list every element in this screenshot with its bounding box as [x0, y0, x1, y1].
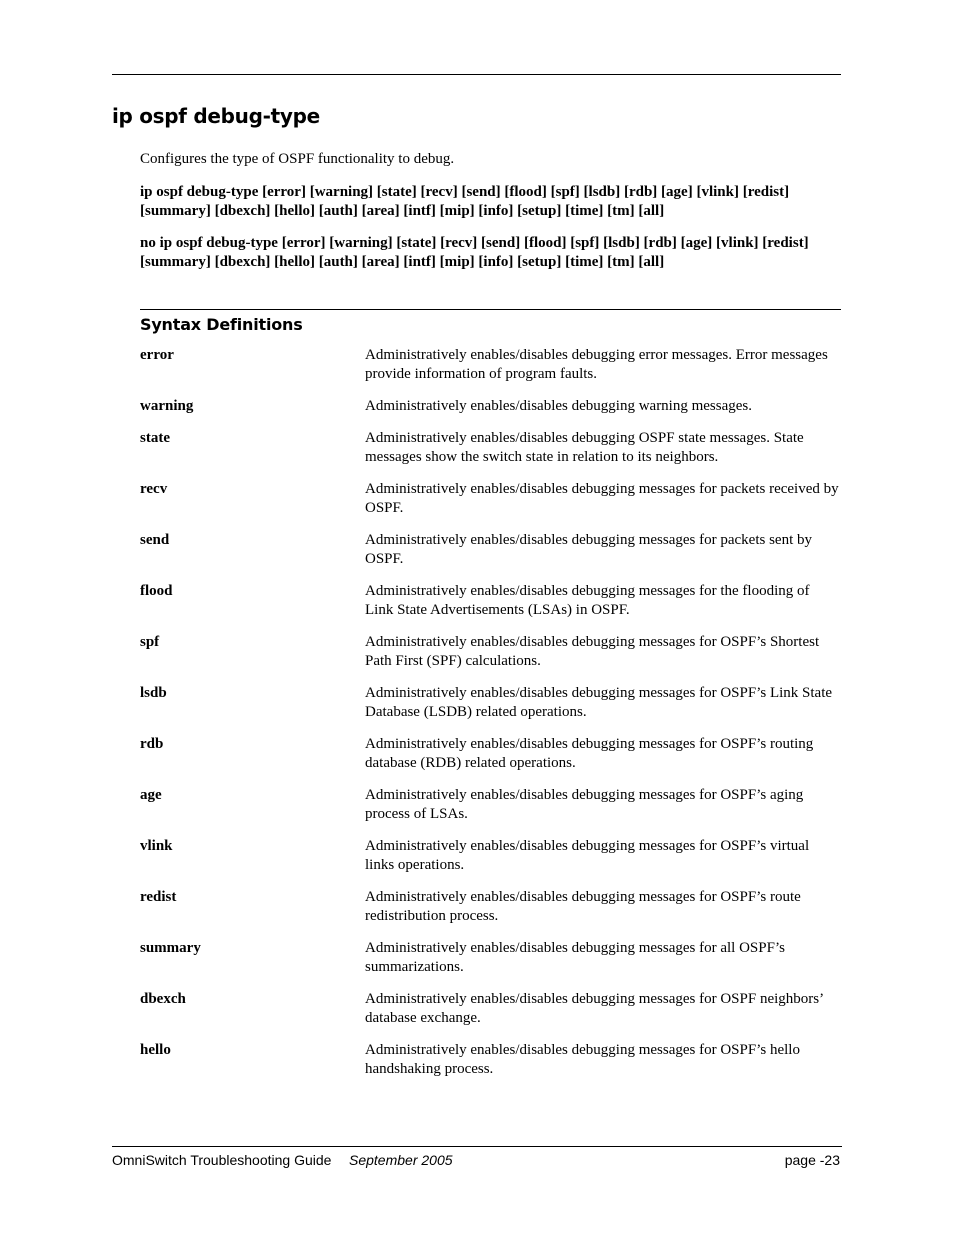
definition-row [140, 990, 840, 1028]
definition-row [140, 837, 840, 875]
definition-text: Administratively enables/disables debugging warning messages. [365, 398, 753, 414]
definition-term: lsdb [140, 685, 167, 701]
definition-row [140, 888, 840, 926]
definition-text: Administratively enables/disables debugging messages for the flooding of Link State Advertisements (LSAs) in OSPF. [365, 583, 810, 618]
footer-date: September 2005 [349, 1152, 453, 1168]
syntax-definitions-heading: Syntax Definitions [140, 315, 303, 334]
definition-text: Administratively enables/disables debugging messages for OSPF’s Shortest Path First (SPF) calculations. [365, 634, 820, 669]
command-syntax: ip ospf debug-type [error] [warning] [state] [recv] [send] [flood] [spf] [lsdb] [rdb] [age] [vlink] [redist] [summary] [dbexch] [hello] [auth] [area] [intf] [mip] [info] [setup] [time] [tm] [all] [140, 184, 790, 219]
definition-text: Administratively enables/disables debugging OSPF state messages. State messages show the switch state in relation to its neighbors. [365, 430, 804, 465]
definition-text: Administratively enables/disables debugging messages for OSPF’s route redistribution process. [365, 889, 801, 924]
definition-row [140, 531, 840, 569]
definition-text: Administratively enables/disables debugging messages for all OSPF’s summarizations. [365, 940, 785, 975]
definition-term: send [140, 532, 170, 548]
definition-row [140, 735, 840, 773]
definition-text: Administratively enables/disables debugging messages for OSPF neighbors’ database exchange. [365, 991, 823, 1026]
definition-text: Administratively enables/disables debugging messages for OSPF’s routing database (RDB) related operations. [365, 736, 814, 771]
definition-text: Administratively enables/disables debugging messages for packets received by OSPF. [365, 481, 839, 516]
definition-text: Administratively enables/disables debugging messages for OSPF’s hello handshaking process. [365, 1042, 800, 1077]
definition-term: age [140, 787, 162, 803]
definition-row [140, 397, 840, 416]
definition-text: Administratively enables/disables debugging error messages. Error messages provide information of program faults. [365, 347, 828, 382]
definition-text: Administratively enables/disables debugging messages for packets sent by OSPF. [365, 532, 812, 567]
footer-guide-title: OmniSwitch Troubleshooting Guide [112, 1152, 332, 1168]
definition-row [140, 939, 840, 977]
footer-rule [112, 1146, 842, 1147]
footer-page-number: page -23 [784, 1152, 840, 1168]
definition-text: Administratively enables/disables debugging messages for OSPF’s Link State Database (LSDB) related operations. [365, 685, 833, 720]
definition-term: vlink [140, 838, 173, 854]
definition-row [140, 582, 840, 620]
definition-term: recv [140, 481, 168, 497]
definition-term: redist [140, 889, 177, 905]
definitions-list [140, 346, 840, 1092]
definition-row [140, 429, 840, 467]
definition-row [140, 684, 840, 722]
definition-term: flood [140, 583, 173, 599]
top-rule [112, 74, 841, 75]
definition-text: Administratively enables/disables debugging messages for OSPF’s aging process of LSAs. [365, 787, 804, 822]
definition-term: error [140, 347, 174, 363]
command-description: Configures the type of OSPF functionality to debug. [140, 151, 455, 167]
no-command-syntax: no ip ospf debug-type [error] [warning] [state] [recv] [send] [flood] [spf] [lsdb] [rdb] [age] [vlink] [redist] [summary] [dbexch] [hello] [auth] [area] [intf] [mip] [info] [setup] [time] [tm] [all] [140, 235, 809, 270]
definition-row [140, 786, 840, 824]
definition-term: warning [140, 398, 194, 414]
section-rule [140, 309, 841, 310]
definition-row [140, 633, 840, 671]
definition-term: summary [140, 940, 201, 956]
definition-row [140, 480, 840, 518]
definition-term: state [140, 430, 170, 446]
command-title: ip ospf debug-type [112, 104, 320, 128]
definition-text: Administratively enables/disables debugging messages for OSPF’s virtual links operations. [365, 838, 810, 873]
definition-term: dbexch [140, 991, 186, 1007]
definition-term: hello [140, 1042, 171, 1058]
definition-row [140, 1041, 840, 1079]
definition-term: rdb [140, 736, 164, 752]
definition-term: spf [140, 634, 160, 650]
definition-row [140, 346, 840, 384]
